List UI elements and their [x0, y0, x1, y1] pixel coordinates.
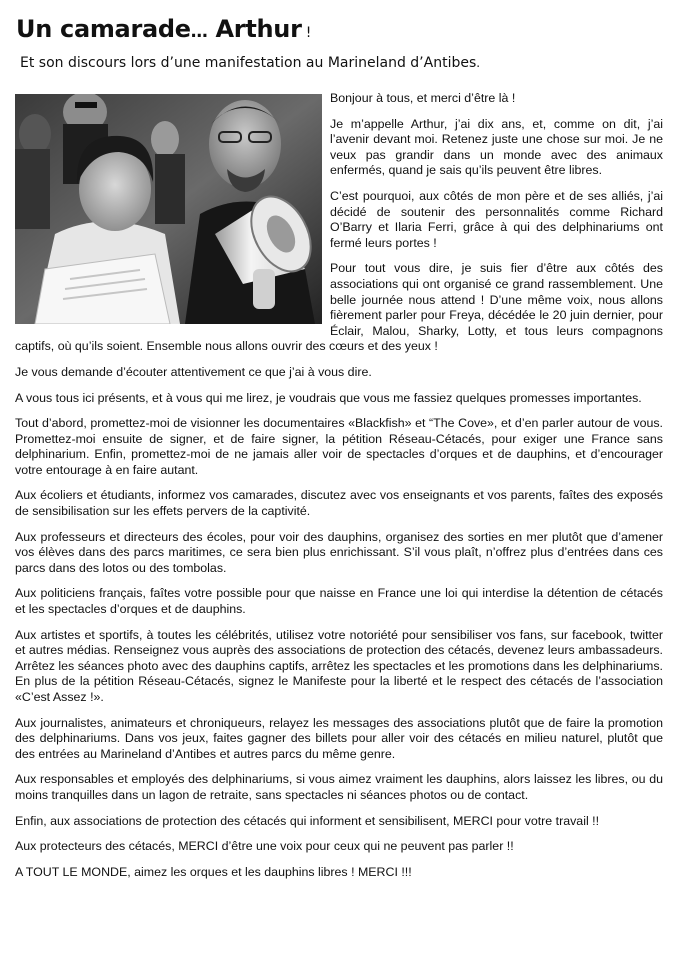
article-header	[16, 14, 662, 72]
speech-paragraph: Tout d’abord, promettez-moi de visionner les documentaires «Blackfish» et “The Cove», et d’en parler autour de vous. Promettez-moi ensuite de signer, et de faire signer, la pétition Réseau-Cétacés, pour exiger une France sans delphinarium. Enfin, promettez-moi de ne jamais aller voir de spectacles d’orques et de dauphins, et d’encourager votre entourage à en faire autant.	[15, 416, 663, 477]
subtitle-period: .	[476, 56, 481, 70]
title-name: Arthur	[207, 15, 302, 43]
speech-paragraph: Aux écoliers et étudiants, informez vos camarades, discutez avec vos enseignants et vos parents, faîtes des exposés de sensibilisation sur les effets pervers de la captivité.	[15, 488, 663, 519]
page-subtitle	[20, 54, 662, 72]
speech-paragraph: Bonjour à tous, et merci d’être là !	[330, 91, 516, 105]
subtitle-text: Et son discours lors d’une manifestation au Marineland d’Antibes	[20, 55, 477, 71]
speech-paragraph: C’est pourquoi, aux côtés de mon père et de ses alliés, j’ai décidé de soutenir des personnalités comme Richard O’Barry et Ilaria Ferri, grâce à qui des delphinariums ont fermé leurs portes !	[330, 188, 663, 250]
speech-paragraph: Pour tout vous dire, je suis fier d’être aux côtés des associations qui ont organisé ce grand rassemblement. Une belle journée nous attend ! D’une même voix, nous allons fièrement parler pour Freya, décédée le 20 juin dernier, pour Éclair, Malou, Sharky, Lotty, et tous leurs compagnons captifs, où qu’ils soient. Ensemble nous allons ouvrir des cœurs et des yeux !	[15, 261, 663, 354]
speech-paragraph: Aux protecteurs des cétacés, MERCI d’être une voix pour ceux qui ne peuvent pas parler !!	[15, 839, 514, 854]
speech-paragraph: Aux politiciens français, faîtes votre possible pour que naisse en France une loi qui interdise la détention de cétacés et les spectacles d’orques et de dauphins.	[15, 586, 663, 617]
speech-paragraph: Je vous demande d’écouter attentivement ce que j’ai à vous dire.	[15, 364, 372, 379]
boy-with-megaphone-photo	[15, 94, 322, 324]
photo-illustration	[15, 94, 322, 324]
title-exclamation: !	[301, 25, 312, 41]
speech-paragraph: A vous tous ici présents, et à vous qui me lirez, je voudrais que vous me fassiez quelques promesses importantes.	[15, 390, 642, 405]
title-main: Un camarade	[16, 15, 191, 43]
speech-paragraph: Aux artistes et sportifs, à toutes les célébrités, utilisez votre notoriété pour sensibiliser vos fans, sur facebook, twitter et autres médias. Renseignez vous auprès des associations de protection des cétacés, devenez leurs ambassadeurs. Arrêtez les séances photo avec des dauphins captifs, arrêtez les spectacles et les promotions dans les delphinariums. En plus de la pétition Réseau-Cétacés, signez le Manifeste pour la liberté et le respect des cétacés de l’association «C’est Assez !».	[15, 627, 663, 704]
speech-paragraph: Aux professeurs et directeurs des écoles, pour voir des dauphins, organisez des sorties en mer plutôt que d’amener vos élèves dans des parcs maritimes, ce sera bien plus enrichissant. S’il vous plaît, n’offrez plus d’entrées dans ces parcs dans des lotos ou des tombolas.	[15, 529, 663, 575]
title-ellipsis: …	[190, 22, 208, 42]
speech-paragraph: Aux responsables et employés des delphinariums, si vous aimez vraiment les dauphins, alors laissez les libres, ou du moins tranquilles dans un lagon de retraite, sans spectacles ni séances photos ou de contact.	[15, 772, 663, 802]
speech-body	[15, 91, 663, 890]
page-title	[16, 14, 662, 48]
speech-paragraph: Aux journalistes, animateurs et chroniqueurs, relayez les messages des associations plutôt que de faire la promotion des delphinariums. Dans vos jeux, faites gagner des billets pour aller voir des cétacés en milieu naturel, plutôt que des entrées au Marineland d’Antibes et autres parcs du même genre.	[15, 715, 663, 761]
speech-paragraph: Enfin, aux associations de protection des cétacés qui informent et sensibilisent, MERCI pour votre travail !!	[15, 813, 600, 828]
speech-paragraph: A TOUT LE MONDE, aimez les orques et les dauphins libres ! MERCI !!!	[15, 864, 412, 879]
speech-paragraph: Je m’appelle Arthur, j’ai dix ans, et, comme on dit, j’ai l’avenir devant moi. Retenez juste une chose sur moi. Je ne veux pas grandir dans un monde avec des animaux enfermés, quand je sais qu’ils peuvent être libres.	[330, 116, 663, 178]
